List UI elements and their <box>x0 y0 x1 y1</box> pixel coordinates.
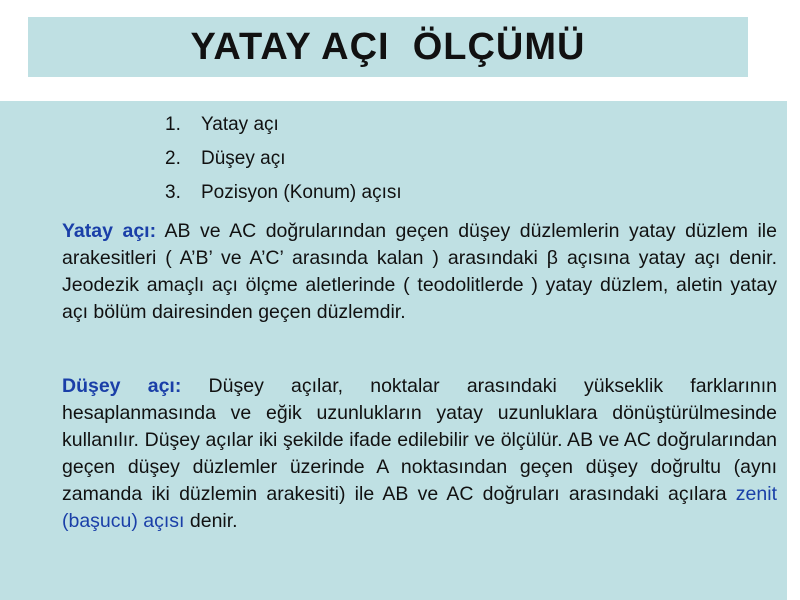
slide-title: YATAY AÇI ÖLÇÜMÜ <box>190 25 586 68</box>
list-number: 3. <box>165 182 181 203</box>
list-number: 1. <box>165 114 181 135</box>
paragraph-tail: denir. <box>184 510 238 532</box>
paragraph-dusey-aci <box>62 373 777 535</box>
paragraph-text: AB ve AC doğrularından geçen düşey düzlemlerin yatay düzlem ile arakesitleri ( A’B’ ve A’C’ arasında kalan ) arasındaki β açısına yatay açı denir. Jeodezik amaçlı açı ölçme aletlerinde ( teodolitlerde ) yatay düzlem, aletin yatay açı bölüm dairesinden geçen düzlemdir. <box>62 220 777 323</box>
list-item <box>165 147 402 181</box>
paragraph-label: Düşey açı: <box>62 375 182 397</box>
list-text: Yatay açı <box>201 114 279 135</box>
paragraph-label: Yatay açı: <box>62 220 157 242</box>
highlight-term: zenit (başucu) açısı <box>62 483 777 532</box>
title-bar <box>28 17 748 77</box>
list-text: Düşey açı <box>201 148 286 169</box>
list-item <box>165 181 402 215</box>
list-number: 2. <box>165 148 181 169</box>
paragraph-text: Düşey açılar, noktalar arasındaki yükseklik farklarının hesaplanmasında ve eğik uzunlukların yatay uzunluklara dönüştürülmesinde kullanılır. Düşey açılar iki şekilde ifade edilebilir ve ölçülür. AB ve AC doğrularından geçen düşey düzlemler üzerinde A noktasından geçen düşey doğrultu (aynı zamanda iki düzlemin arakesiti) ile AB ve AC doğruları arasındaki açılara <box>62 375 777 505</box>
list-text: Pozisyon (Konum) açısı <box>201 182 402 203</box>
content-panel <box>0 101 787 600</box>
paragraph-yatay-aci <box>62 218 777 326</box>
numbered-list <box>165 113 402 215</box>
list-item <box>165 113 402 147</box>
